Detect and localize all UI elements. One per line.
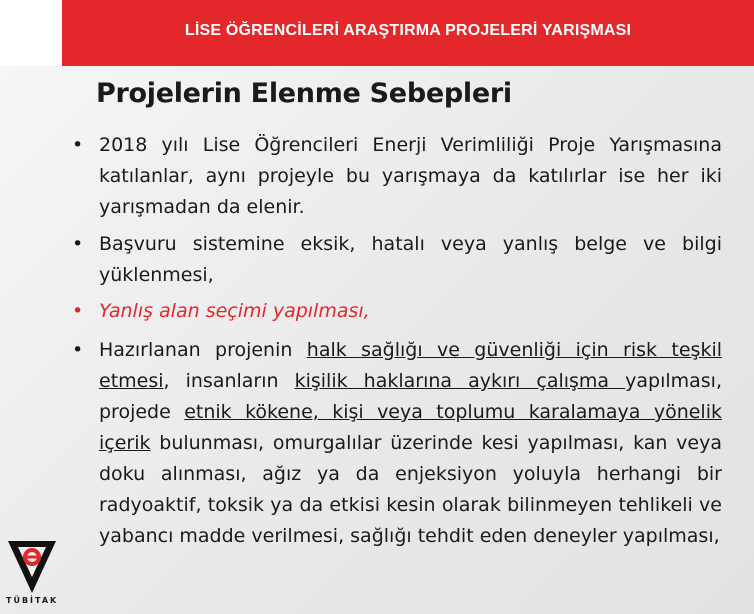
header-bar (62, 0, 754, 66)
bullet-3-text: Yanlış alan seçimi yapılması, (99, 300, 370, 322)
logo-text: TÜBİTAK (6, 596, 59, 605)
bullet-dot-icon: • (72, 233, 84, 255)
bullet-4-text-2: , insanların (163, 370, 295, 392)
bullet-dot-icon: • (72, 339, 84, 361)
bullet-1 (72, 130, 722, 223)
bullet-dot-icon: • (72, 134, 84, 156)
bullet-4-underlined-3: etnik kökene, kişi veya toplumu karalamaya yönelik içerik (99, 401, 722, 454)
page-title: Projelerin Elenme Sebepleri (96, 78, 512, 109)
bullet-dot-icon: • (72, 300, 84, 322)
bullet-4-underlined-1: halk sağlığı ve güvenliği için risk teşkil etmesi (99, 339, 723, 392)
bullet-2-text: Başvuru sistemine eksik, hatalı veya yanlış belge ve bilgi yüklenmesi, (99, 233, 722, 286)
tubitak-logo (6, 533, 58, 611)
bullet-2 (72, 229, 722, 291)
bullet-3 (72, 296, 722, 327)
bullet-4-underlined-2: kişilik haklarına aykırı çalışma (294, 370, 626, 392)
bullet-4-text-4: bulunması, omurgalılar üzerinde kesi yapılması, kan veya doku alınması, ağız ya da enjeksiyon yoluyla herhangi bir radyoaktif, toksik ya da etkisi kesin olarak bilinmeyen tehlikeli ve yabancı madde verilmesi, sağlığı tehdit eden deneyler yapılması, (99, 432, 722, 547)
header-title: LİSE ÖĞRENCİLERİ ARAŞTIRMA PROJELERİ YARIŞMASI (184, 22, 632, 39)
left-header-strip (0, 0, 62, 66)
bullet-4-text-1: Hazırlanan projenin (99, 339, 307, 361)
bullet-4 (72, 335, 723, 552)
tubitak-logo-icon (6, 533, 58, 595)
bullet-1-text: 2018 yılı Lise Öğrencileri Enerji Verimliliği Proje Yarışmasına katılanlar, aynı projeyle bu yarışmaya da katılırlar ise her iki yarışmadan da elenir. (99, 134, 722, 218)
bullet-4-text-3: yapılması, projede (99, 370, 722, 423)
